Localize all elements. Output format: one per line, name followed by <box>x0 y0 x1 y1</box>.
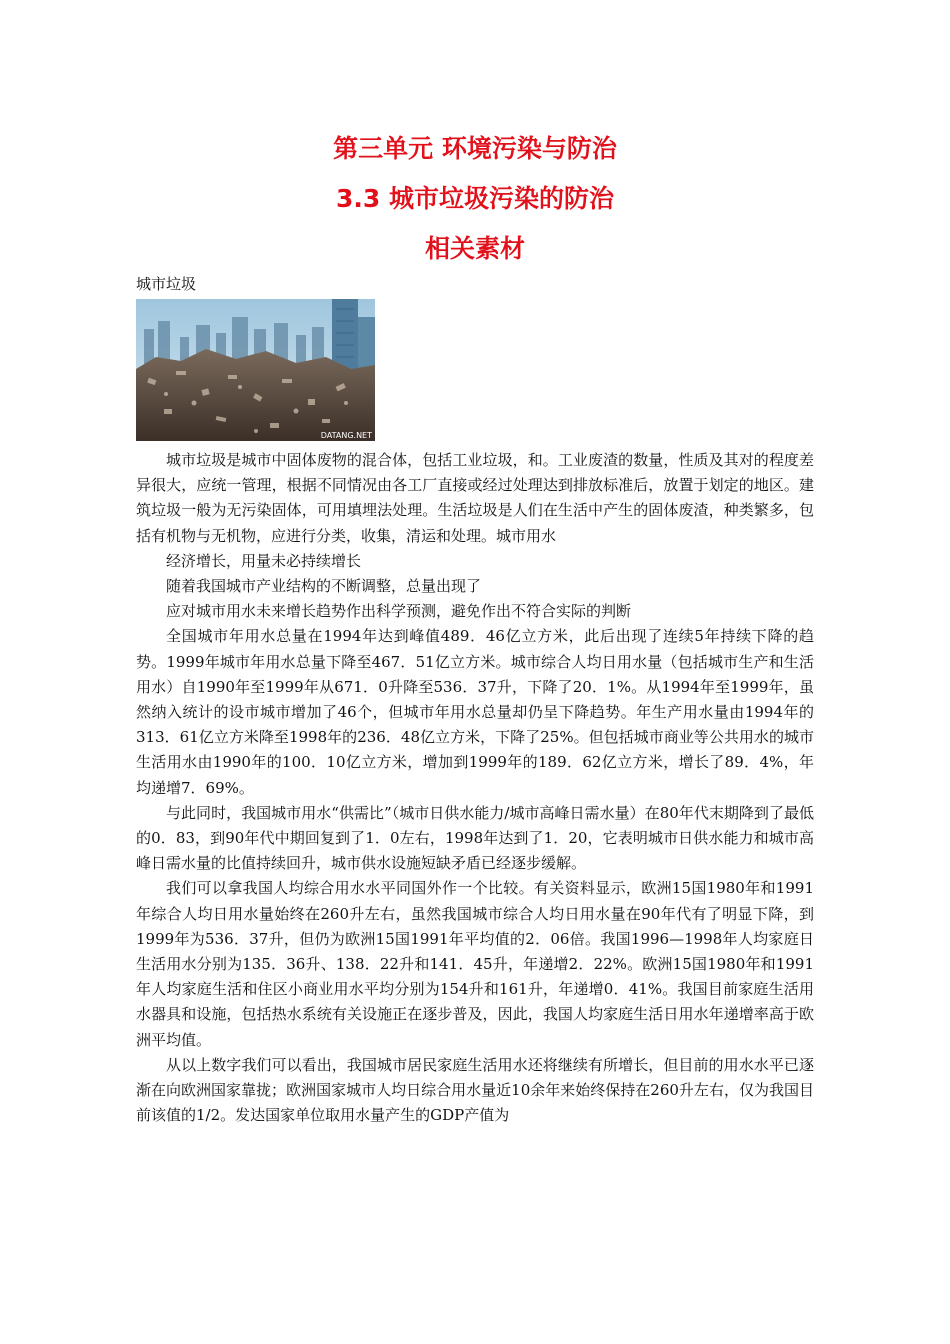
paragraph: 我们可以拿我国人均综合用水水平同国外作一个比较。有关资料显示，欧洲15国1980年和1991年综合人均日用水量始终在260升左右，虽然我国城市综合人均日用水量在90年代有了明显下降，到1999年为536．37升，但仍为欧洲15国1991年平均值的2．06倍。我国1996—1998年人均家庭日生活用水分别为135．36升、138．22升和141．45升，年递增2．22%。欧洲15国1980年和1991年人均家庭生活和住区小商业用水平均分别为154升和161升，年递增0．41%。我国目前家庭生活用水器具和设施，包括热水系统有关设施正在逐步普及，因此，我国人均家庭生活日用水年递增率高于欧洲平均值。 <box>136 879 814 1049</box>
watermark-text: DATANG.NET <box>320 431 372 440</box>
city-garbage-photo <box>136 299 375 441</box>
paragraph: 全国城市年用水总量在1994年达到峰值489．46亿立方米，此后出现了连续5年持续下降的趋势。1999年城市年用水总量下降至467．51亿立方米。城市综合人均日用水量（包括城市生产和生活用水）自1990年至1999年从671．0升降至536．37升，下降了20．1%。从1994年至1999年，虽然纳入统计的设市城市增加了46个，但城市年用水总量却仍呈下降趋势。年生产用水量由1994年的313．61亿立方米降至1998年的236．48亿立方米，下降了25%。但包括城市商业等公共用水的城市生活用水由1990年的100．10亿立方米，增加到1999年的189．62亿立方米，增长了89．4%，年均递增7．69%。 <box>136 627 814 797</box>
paragraph: 随着我国城市产业结构的不断调整，总量出现了 <box>166 577 482 596</box>
section-title: 3.3 城市垃圾污染的防治 <box>336 184 614 213</box>
paragraph: 应对城市用水未来增长趋势作出科学预测，避免作出不符合实际的判断 <box>166 602 632 621</box>
paragraph: 经济增长，用量未必持续增长 <box>166 551 362 570</box>
unit-title: 第三单元 环境污染与防治 <box>333 134 617 163</box>
article-body <box>136 448 814 1128</box>
paragraph: 从以上数字我们可以看出，我国城市居民家庭生活用水还将继续有所增长，但目前的用水水平已逐渐在向欧洲国家靠拢；欧洲国家城市人均日综合用水量近10余年来始终保持在260升左右，仅为我国目前该值的1/2。发达国家单位取用水量产生的GDP产值为 <box>136 1055 814 1125</box>
paragraph: 城市垃圾是城市中固体废物的混合体，包括工业垃圾，和。工业废渣的数量，性质及其对的程度差异很大，应统一管理，根据不同情况由各工厂直接或经过处理达到排放标准后，放置于划定的地区。建筑垃圾一般为无污染固体，可用填埋法处理。生活垃圾是人们在生活中产生的固体废渣，种类繁多，包括有机物与无机物，应进行分类，收集，清运和处理。城市用水 <box>136 451 814 545</box>
subtitle: 相关素材 <box>424 234 525 263</box>
paragraph: 与此同时，我国城市用水“供需比”（城市日供水能力/城市高峰日需水量）在80年代末期降到了最低的0．83，到90年代中期回复到了1．0左右，1998年达到了1．20，它表明城市日供水能力和城市高峰日需水量的比值持续回升，城市供水设施短缺矛盾已经逐步缓解。 <box>136 803 814 873</box>
image-caption: 城市垃圾 <box>136 275 197 293</box>
